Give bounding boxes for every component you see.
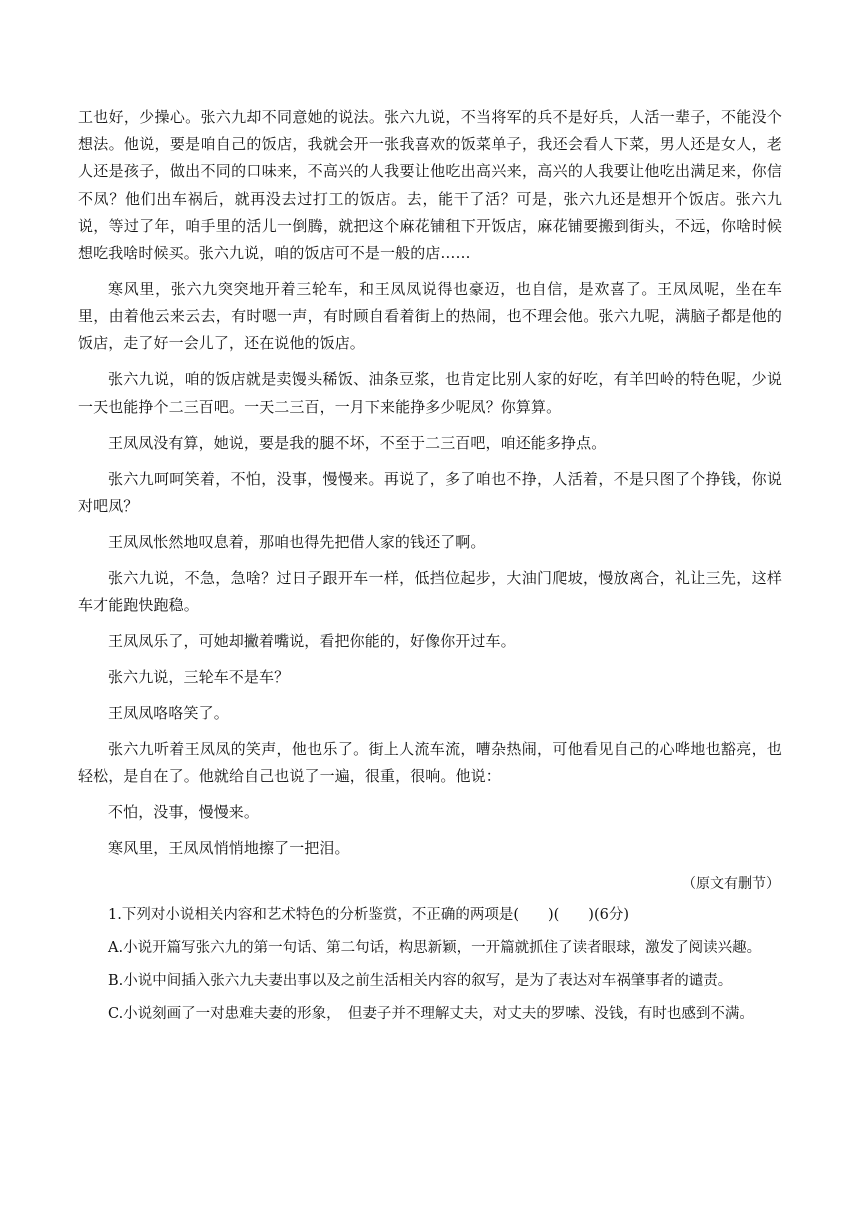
question-option-a: A.小说开篇写张六九的第一句话、第二句话，构思新颖，一开篇就抓住了读者眼球，激发了阅读兴趣。 [108,940,762,957]
story-paragraph: 张六九呵呵笑着，不怕，没事，慢慢来。再说了，多了咱也不挣，人活着，不是只图了个挣钱，你说对吧凤？ [78,469,782,515]
story-paragraph: 张六九说，不急，急啥？过日子跟开车一样，低挡位起步，大油门爬坡，慢放离合，礼让三先，这样车才能跑快跑稳。 [78,568,782,615]
story-paragraph: 王凤凤咯咯笑了。 [108,704,229,723]
question-option-b: B.小说中间插入张六九夫妻出事以及之前生活相关内容的叙写，是为了表达对车祸肇事者的谴责。 [108,973,733,990]
story-paragraph: 张六九听着王凤凤的笑声，他也乐了。街上人流车流，嘈杂热闹，可他看见自己的心哗地也豁亮，也轻松，是自在了。他就给自己也说了一遍，很重，很响。他说： [78,740,782,786]
story-paragraph: 王凤凤乐了，可她却撇着嘴说，看把你能的，好像你开过车。 [108,632,516,651]
story-paragraph: 寒风里，张六九突突地开着三轮车，和王凤凤说得也豪迈，也自信，是欢喜了。王凤凤呢，坐在车里，由着他云来云去，有时嗯一声，有时顾自看着街上的热闹，也不理会他。张六九呢，满脑子都是他的饭店，走了好一会儿了，还在说他的饭店。 [78,280,782,353]
source-note: （原文有删节） [682,876,780,893]
story-paragraph: 王凤凤没有算，她说，要是我的腿不坏，不至于二三百吧，咱还能多挣点。 [108,433,607,452]
story-paragraph: 工也好，少操心。张六九却不同意她的说法。张六九说，不当将军的兵不是好兵，人活一辈子，不能没个想法。他说，要是咱自己的饭店，我就会开一张我喜欢的饭菜单子，我还会看人下菜，男人还是女人，老人还是孩子，做出不同的口味来，不高兴的人我要让他吃出高兴来，高兴的人我要让他吃出满足来，你信不凤？他们出车祸后，就再没去过打工的饭店。去，能干了活？可是，张六九还是想开个饭店。张六九说，等过了年，咱手里的活儿一倒腾，就把这个麻花铺租下开饭店，麻花铺要搬到街头，不远，你啥时候想吃我啥时候买。张六九说，咱的饭店可不是一般的店…… [78,108,782,263]
story-paragraph: 寒风里，王凤凤悄悄地擦了一把泪。 [108,839,350,858]
story-paragraph: 不怕，没事，慢慢来。 [108,803,260,822]
question-option-c: C.小说刻画了一对患难夫妻的形象， 但妻子并不理解丈夫，对丈夫的罗嗦、没钱，有时也感到不满。 [108,1006,754,1023]
story-paragraph: 张六九说，三轮车不是车？ [108,668,290,687]
story-paragraph: 张六九说，咱的饭店就是卖馒头稀饭、油条豆浆，也肯定比别人家的好吃，有羊凹岭的特色呢，少说一天也能挣个二三百吧。一天二三百，一月下来能挣多少呢凤？你算算。 [78,370,782,416]
story-paragraph: 王凤凤怅然地叹息着，那咱也得先把借人家的钱还了啊。 [108,532,486,551]
question-1: 1.下列对小说相关内容和艺术特色的分析鉴赏，不正确的两项是( )( )(6分) [108,907,629,924]
document-body [78,104,782,1034]
